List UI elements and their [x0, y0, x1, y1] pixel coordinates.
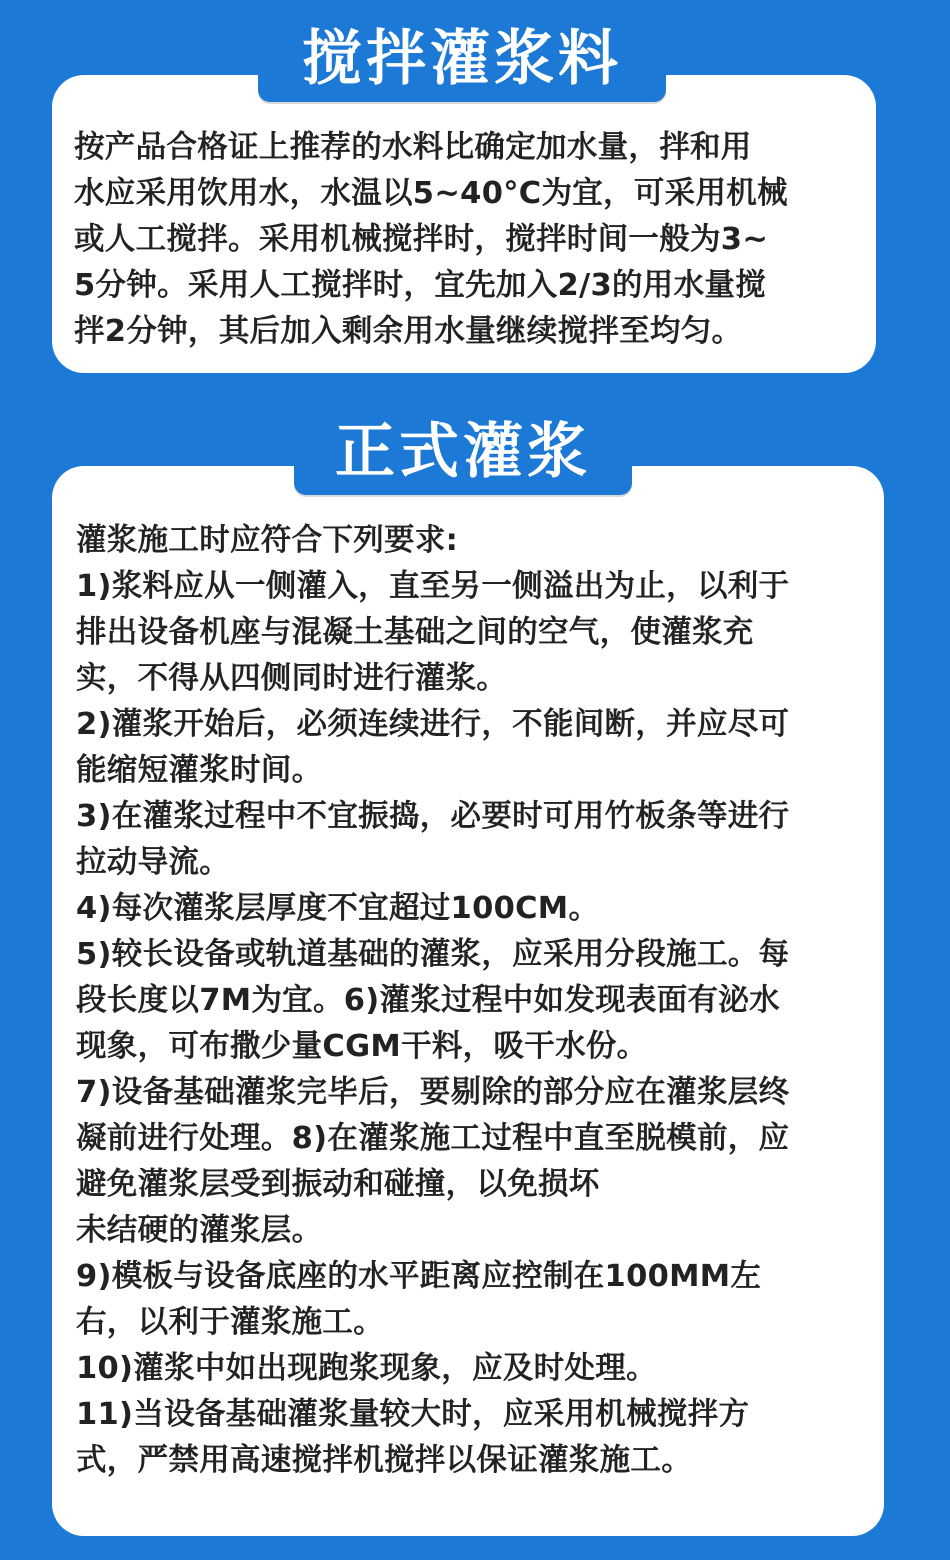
mixing-line: 按产品合格证上推荐的水料比确定加水量，拌和用 — [74, 130, 752, 165]
grouting-line: 5)较长设备或轨道基础的灌浆，应采用分段施工。每 — [76, 937, 790, 972]
grouting-line: 能缩短灌浆时间。 — [76, 753, 323, 788]
mixing-line: 水应采用饮用水，水温以5~40°C为宜，可采用机械 — [74, 176, 788, 211]
grouting-line: 3)在灌浆过程中不宜振捣，必要时可用竹板条等进行 — [76, 799, 790, 834]
grouting-line: 4)每次灌浆层厚度不宜超过100CM。 — [76, 891, 600, 926]
mixing-body — [74, 125, 856, 355]
grouting-line: 拉动导流。 — [76, 845, 230, 880]
grouting-body — [76, 518, 870, 1484]
grouting-line: 1)浆料应从一侧灌入，直至另一侧溢出为止，以利于 — [76, 569, 790, 604]
grouting-line: 9)模板与设备底座的水平距离应控制在100MM左 — [76, 1259, 762, 1294]
mixing-line: 拌2分钟，其后加入剩余用水量继续搅拌至均匀。 — [74, 314, 743, 349]
grouting-line: 2)灌浆开始后，必须连续进行，不能间断，并应尽可 — [76, 707, 790, 742]
grouting-line: 排出设备机座与混凝土基础之间的空气，使灌浆充 — [76, 615, 754, 650]
mixing-title: 搅拌灌浆料 — [258, 16, 666, 102]
mixing-card — [52, 75, 876, 373]
grouting-title: 正式灌浆 — [294, 409, 632, 495]
grouting-line: 灌浆施工时应符合下列要求: — [76, 523, 459, 558]
grouting-line: 凝前进行处理。8)在灌浆施工过程中直至脱模前，应 — [76, 1121, 790, 1156]
mixing-line: 5分钟。采用人工搅拌时，宜先加入2/3的用水量搅 — [74, 268, 767, 303]
grouting-line: 7)设备基础灌浆完毕后，要剔除的部分应在灌浆层终 — [76, 1075, 790, 1110]
grouting-card — [52, 466, 884, 1536]
grouting-line: 现象，可布撒少量CGM干料，吸干水份。 — [76, 1029, 648, 1064]
mixing-line: 或人工搅拌。采用机械搅拌时，搅拌时间一般为3~ — [74, 222, 769, 257]
grouting-line: 11)当设备基础灌浆量较大时，应采用机械搅拌方 — [76, 1397, 750, 1432]
grouting-line: 右，以利于灌浆施工。 — [76, 1305, 384, 1340]
grouting-line: 实，不得从四侧同时进行灌浆。 — [76, 661, 508, 696]
grouting-line: 10)灌浆中如出现跑浆现象，应及时处理。 — [76, 1351, 657, 1386]
grouting-line: 未结硬的灌浆层。 — [76, 1213, 323, 1248]
grouting-line: 式，严禁用高速搅拌机搅拌以保证灌浆施工。 — [76, 1443, 692, 1478]
grouting-line: 段长度以7M为宜。6)灌浆过程中如发现表面有泌水 — [76, 983, 780, 1018]
grouting-line: 避免灌浆层受到振动和碰撞，以免损坏 — [76, 1167, 600, 1202]
